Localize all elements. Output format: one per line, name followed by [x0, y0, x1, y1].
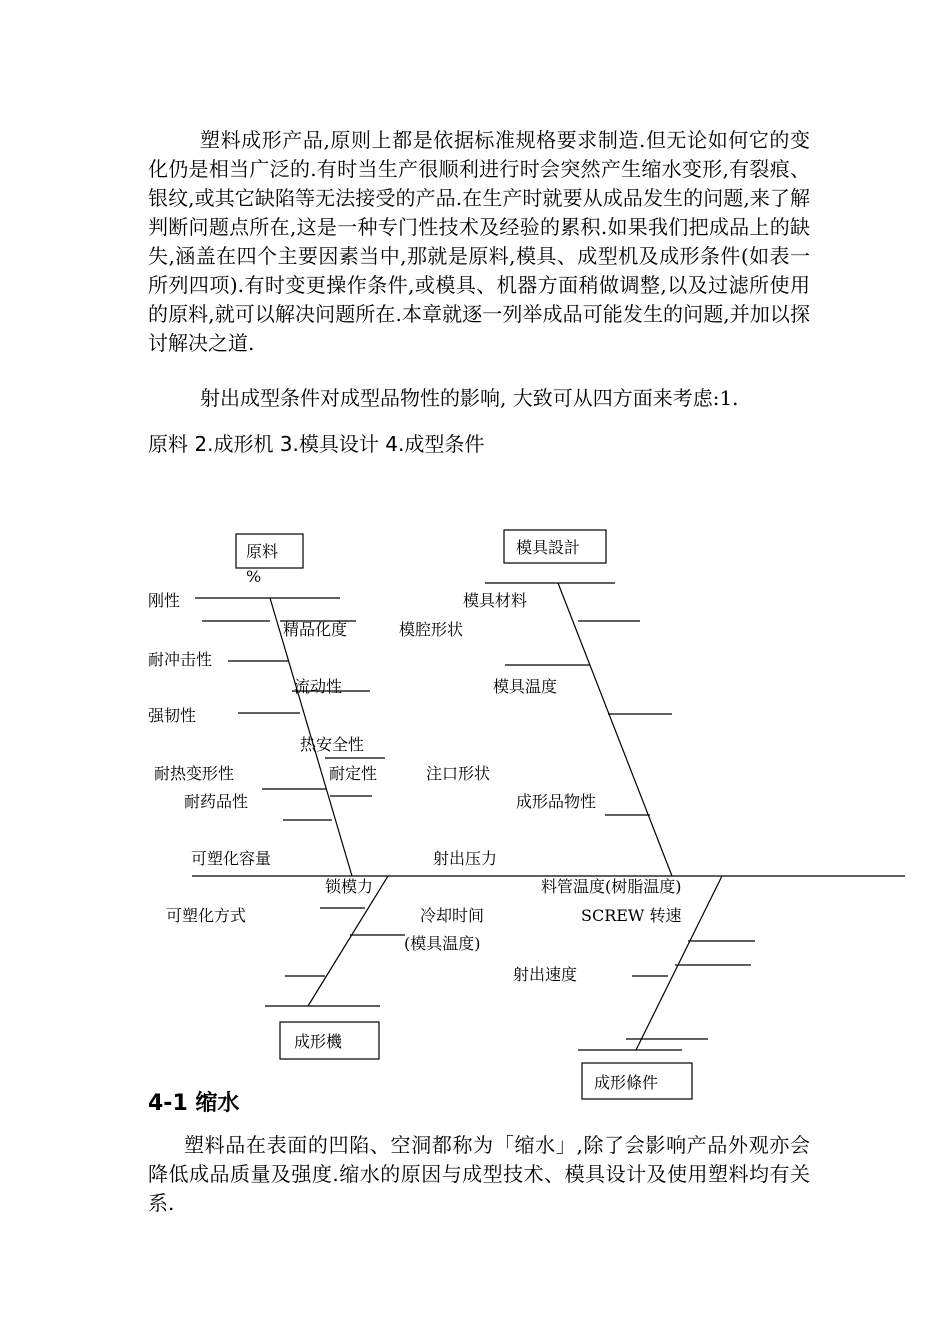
label-mold-temp: 模具温度 — [493, 677, 558, 696]
box-mold-design-label: 模具設計 — [516, 538, 581, 557]
label-stability: 耐定性 — [329, 764, 378, 783]
label-impact: 耐冲击性 — [148, 650, 213, 669]
label-cooling-time-note: (模具温度) — [404, 934, 481, 953]
section-heading: 4-1 缩水 — [148, 1091, 240, 1116]
label-heat-deform: 耐热变形性 — [154, 764, 235, 783]
label-toughness: 强韧性 — [148, 706, 197, 725]
label-injection-pressure: 射出压力 — [433, 849, 498, 868]
label-mold-material: 模具材料 — [463, 591, 528, 610]
label-cooling-time: 冷却时间 — [420, 906, 485, 925]
label-thermal-safety: 热安全性 — [300, 735, 365, 754]
label-cavity-shape: 模腔形状 — [399, 620, 464, 639]
label-injection-speed: 射出速度 — [513, 965, 578, 984]
diagram-lines — [192, 530, 905, 1099]
label-percent: % — [246, 567, 262, 586]
label-chemical: 耐药品性 — [184, 792, 249, 811]
factors-line-2: 原料 2.成形机 3.模具设计 4.成型条件 — [148, 432, 485, 456]
label-rigidity: 刚性 — [148, 591, 181, 610]
section-body: 塑料品在表面的凹陷、空洞都称为「缩水」,除了会影响产品外观亦会降低成品质量及强度.缩水的原因与成型技术、模具设计及使用塑料均有关系. — [148, 1133, 810, 1215]
label-clamping-force: 锁模力 — [325, 877, 374, 896]
intro-paragraph: 塑料成形产品,原则上都是依据标准规格要求制造.但无论如何它的变化仍是相当广泛的.有时当生产很顺利进行时会突然产生缩水变形,有裂痕、银纹,或其它缺陷等无法接受的产品.在生产时就要从成品发生的问题,来了解判断问题点所在,这是一种专门性技术及经验的累积.如果我们把成品上的缺失,涵盖在四个主要因素当中,那就是原料,模具、成型机及成形条件(如表一所列四项).有时变更操作条件,或模具、机器方面稍做调整,以及过滤所使用的原料,就可以解决问题所在.本章就逐一列举成品可能发生的问题,并加以探讨解决之道. — [148, 128, 810, 355]
label-crystallinity: 精品化度 — [283, 620, 348, 639]
label-part-property: 成形品物性 — [516, 792, 597, 811]
box-material-label: 原料 — [246, 542, 279, 561]
label-plasticizing-capacity: 可塑化容量 — [191, 849, 272, 868]
label-gate-shape: 注口形状 — [426, 764, 491, 783]
factors-line-1: 射出成型条件对成型品物性的影响, 大致可从四方面来考虑:1. — [200, 386, 739, 410]
box-conditions-label: 成形條件 — [594, 1073, 659, 1092]
label-plasticizing-method: 可塑化方式 — [166, 906, 247, 925]
label-barrel-temp: 料管温度(树脂温度) — [541, 877, 682, 896]
box-machine-label: 成形機 — [294, 1032, 343, 1051]
label-flow: 流动性 — [294, 677, 343, 696]
label-screw-speed: SCREW 转速 — [581, 906, 682, 925]
